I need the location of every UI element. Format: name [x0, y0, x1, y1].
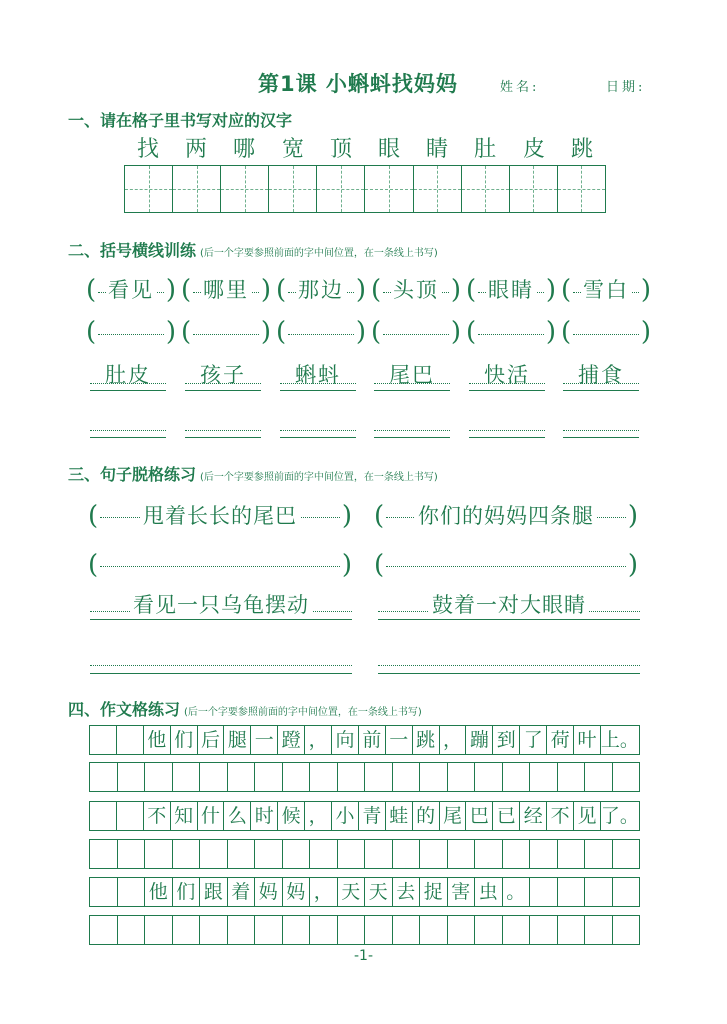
- composition-cell[interactable]: [337, 916, 365, 944]
- line-word: [185, 359, 261, 391]
- paren-sentence: ( 你们的妈妈四条腿 ): [374, 501, 638, 531]
- paren-sentence-text: 你们的妈妈四条腿: [415, 504, 597, 528]
- grid-cell[interactable]: [413, 166, 461, 212]
- composition-cell[interactable]: [199, 916, 227, 944]
- composition-cell[interactable]: ，: [309, 878, 337, 906]
- line-word: [280, 359, 356, 391]
- composition-cell[interactable]: [447, 840, 475, 868]
- model-char: 顶: [329, 137, 352, 162]
- composition-cell[interactable]: [529, 840, 557, 868]
- composition-cell[interactable]: [584, 763, 612, 791]
- composition-cell[interactable]: [337, 763, 365, 791]
- line-blank[interactable]: [469, 406, 545, 438]
- composition-cell[interactable]: [199, 840, 227, 868]
- composition-cell[interactable]: 蹦: [465, 726, 492, 754]
- composition-cell[interactable]: 后: [197, 726, 224, 754]
- grid-cell[interactable]: [509, 166, 557, 212]
- composition-cell[interactable]: [90, 878, 117, 906]
- paren-word: ( 雪白 ): [561, 275, 651, 305]
- composition-cell[interactable]: 上。: [600, 726, 639, 754]
- composition-cell[interactable]: [529, 916, 557, 944]
- composition-cell[interactable]: 着: [227, 878, 255, 906]
- composition-cell[interactable]: 叶: [573, 726, 600, 754]
- composition-cell[interactable]: [117, 916, 145, 944]
- composition-cell[interactable]: ，: [439, 726, 466, 754]
- composition-row[interactable]: [89, 877, 640, 907]
- composition-cell[interactable]: 妈: [282, 878, 310, 906]
- grid-cell[interactable]: [316, 166, 364, 212]
- composition-cell[interactable]: [144, 763, 172, 791]
- composition-cell[interactable]: 的: [412, 802, 439, 830]
- composition-cell[interactable]: 尾: [439, 802, 466, 830]
- composition-cell[interactable]: 青: [358, 802, 385, 830]
- line-sentence-text: 鼓着一对大眼睛: [429, 593, 589, 617]
- line-sentence-text: 看见一只乌龟摆动: [130, 593, 312, 617]
- composition-cell[interactable]: [144, 840, 172, 868]
- composition-cell[interactable]: [309, 916, 337, 944]
- worksheet-header: [0, 68, 727, 100]
- paren-word-text: 看见: [108, 278, 154, 302]
- composition-row[interactable]: [89, 762, 640, 792]
- paren-word: ( 看见 ): [86, 275, 176, 305]
- section3-note: (后一个字要参照前面的字中间位置，在一条线上书写): [200, 472, 438, 483]
- line-blank[interactable]: [90, 406, 166, 438]
- model-char: 眼: [377, 137, 400, 162]
- composition-cell[interactable]: [172, 840, 200, 868]
- composition-cell[interactable]: 了。: [600, 802, 639, 830]
- composition-cell[interactable]: [172, 916, 200, 944]
- composition-cell[interactable]: [90, 802, 116, 830]
- model-char: 哪: [232, 137, 255, 162]
- composition-cell[interactable]: [557, 878, 585, 906]
- composition-cell[interactable]: 小: [331, 802, 358, 830]
- line-sentence: [378, 586, 640, 620]
- name-label: 姓名:: [500, 80, 540, 95]
- composition-cell[interactable]: [90, 726, 116, 754]
- page-number: -1-: [353, 948, 373, 964]
- lesson-title: 第1课 小蝌蚪找妈妈: [258, 72, 458, 96]
- composition-cell[interactable]: 什: [197, 802, 224, 830]
- composition-cell[interactable]: 跳: [412, 726, 439, 754]
- paren-word: ( 那边 ): [276, 275, 366, 305]
- paren-blank[interactable]: ( ): [561, 317, 651, 347]
- line-word: [90, 359, 166, 391]
- composition-cell[interactable]: [584, 840, 612, 868]
- paren-word-text: 眼睛: [488, 278, 534, 302]
- grid-cell[interactable]: [557, 166, 605, 212]
- line-word-text: 蝌蚪: [295, 363, 341, 387]
- model-char: 跳: [570, 137, 593, 162]
- model-char: 皮: [522, 137, 545, 162]
- composition-cell[interactable]: [227, 840, 255, 868]
- line-blank[interactable]: [374, 406, 450, 438]
- composition-cell[interactable]: [612, 763, 640, 791]
- composition-cell[interactable]: [337, 840, 365, 868]
- composition-row[interactable]: [89, 839, 640, 869]
- line-sentence-blank[interactable]: [90, 640, 352, 674]
- paren-sentence-blank[interactable]: ( ): [374, 550, 638, 580]
- composition-cell[interactable]: [144, 916, 172, 944]
- composition-row[interactable]: [89, 915, 640, 945]
- composition-cell[interactable]: [529, 878, 557, 906]
- composition-cell[interactable]: 了: [519, 726, 546, 754]
- paren-sentence-text: 甩着长长的尾巴: [140, 504, 300, 528]
- composition-cell[interactable]: 一: [250, 726, 277, 754]
- composition-cell[interactable]: [612, 840, 640, 868]
- paren-blank[interactable]: ( ): [181, 317, 271, 347]
- line-blank[interactable]: [185, 406, 261, 438]
- line-word-text: 孩子: [200, 363, 246, 387]
- composition-cell[interactable]: 前: [358, 726, 385, 754]
- tian-grid[interactable]: [124, 165, 606, 213]
- composition-cell[interactable]: [584, 916, 612, 944]
- composition-cell[interactable]: 知: [170, 802, 197, 830]
- composition-cell[interactable]: 虫: [474, 878, 502, 906]
- composition-cell[interactable]: [309, 763, 337, 791]
- section4-note: (后一个字要参照前面的字中间位置，在一条线上书写): [184, 707, 422, 718]
- composition-cell[interactable]: [254, 840, 282, 868]
- composition-cell[interactable]: [557, 916, 585, 944]
- line-word-text: 快活: [484, 363, 530, 387]
- composition-row[interactable]: [89, 801, 640, 831]
- composition-cell[interactable]: 妈: [254, 878, 282, 906]
- composition-cell[interactable]: [90, 916, 117, 944]
- model-char: 找: [136, 137, 159, 162]
- paren-sentence: ( 甩着长长的尾巴 ): [88, 501, 352, 531]
- composition-cell[interactable]: 去: [392, 878, 420, 906]
- grid-cell[interactable]: [364, 166, 412, 212]
- composition-cell[interactable]: 见: [573, 802, 600, 830]
- composition-cell[interactable]: [502, 840, 530, 868]
- composition-cell[interactable]: 一: [385, 726, 412, 754]
- composition-cell[interactable]: 腿: [223, 726, 250, 754]
- grid-cell[interactable]: [461, 166, 509, 212]
- section2-title-text: 二、括号横线训练: [68, 241, 197, 260]
- section4-title-text: 四、作文格练习: [68, 700, 181, 719]
- line-word-text: 肚皮: [105, 363, 151, 387]
- composition-cell[interactable]: 巴: [465, 802, 492, 830]
- paren-word-text: 哪里: [203, 278, 249, 302]
- composition-cell[interactable]: [227, 916, 255, 944]
- date-label: 日期:: [606, 80, 646, 95]
- grid-cell[interactable]: [220, 166, 268, 212]
- composition-cell[interactable]: 向: [331, 726, 358, 754]
- composition-cell[interactable]: [502, 916, 530, 944]
- composition-cell[interactable]: 荷: [546, 726, 573, 754]
- composition-cell[interactable]: [502, 763, 530, 791]
- composition-cell[interactable]: [419, 840, 447, 868]
- section2-note: (后一个字要参照前面的字中间位置，在一条线上书写): [200, 248, 438, 259]
- model-char: 宽: [281, 137, 304, 162]
- line-word-text: 捕食: [578, 363, 624, 387]
- composition-cell[interactable]: 经: [519, 802, 546, 830]
- composition-cell[interactable]: 候: [277, 802, 304, 830]
- composition-cell[interactable]: [282, 840, 310, 868]
- composition-cell[interactable]: [557, 840, 585, 868]
- composition-cell[interactable]: [529, 763, 557, 791]
- composition-cell[interactable]: [474, 840, 502, 868]
- grid-cell[interactable]: [125, 166, 172, 212]
- section3-title: [68, 462, 438, 485]
- composition-cell[interactable]: [557, 763, 585, 791]
- paren-sentence-blank[interactable]: ( ): [88, 550, 352, 580]
- model-char: 两: [184, 137, 207, 162]
- composition-cell[interactable]: [254, 763, 282, 791]
- composition-cell[interactable]: [419, 763, 447, 791]
- model-char: 肚: [473, 137, 496, 162]
- composition-cell[interactable]: 不: [143, 802, 170, 830]
- section1-title-text: 一、请在格子里书写对应的汉字: [68, 111, 293, 130]
- composition-cell[interactable]: 到: [492, 726, 519, 754]
- composition-cell[interactable]: [392, 916, 420, 944]
- composition-cell[interactable]: [90, 763, 117, 791]
- composition-cell[interactable]: 么: [223, 802, 250, 830]
- line-blank[interactable]: [280, 406, 356, 438]
- line-word: [374, 359, 450, 391]
- composition-cell[interactable]: 蛙: [385, 802, 412, 830]
- section4-title: [68, 697, 422, 720]
- paren-blank[interactable]: ( ): [466, 317, 556, 347]
- section1-char-row: [124, 132, 606, 162]
- composition-cell[interactable]: 捉: [419, 878, 447, 906]
- paren-blank[interactable]: ( ): [86, 317, 176, 347]
- line-word-text: 尾巴: [389, 363, 435, 387]
- composition-cell[interactable]: [364, 840, 392, 868]
- line-word: [563, 359, 639, 391]
- paren-word-text: 雪白: [583, 278, 629, 302]
- composition-cell[interactable]: [227, 763, 255, 791]
- composition-cell[interactable]: [90, 840, 117, 868]
- paren-blank[interactable]: ( ): [371, 317, 461, 347]
- composition-cell[interactable]: 害: [447, 878, 475, 906]
- composition-cell[interactable]: [117, 878, 145, 906]
- composition-cell[interactable]: [419, 916, 447, 944]
- composition-cell[interactable]: 时: [250, 802, 277, 830]
- composition-cell[interactable]: 蹬: [277, 726, 304, 754]
- composition-cell[interactable]: 他: [143, 726, 170, 754]
- paren-word: ( 头顶 ): [371, 275, 461, 305]
- composition-cell[interactable]: [474, 916, 502, 944]
- paren-word-text: 那边: [298, 278, 344, 302]
- composition-cell[interactable]: [392, 840, 420, 868]
- composition-cell[interactable]: [364, 916, 392, 944]
- composition-cell[interactable]: [117, 763, 145, 791]
- composition-cell[interactable]: [309, 840, 337, 868]
- composition-cell[interactable]: 天: [337, 878, 365, 906]
- composition-cell[interactable]: 不: [546, 802, 573, 830]
- composition-cell[interactable]: [254, 916, 282, 944]
- paren-word: ( 眼睛 ): [466, 275, 556, 305]
- grid-cell[interactable]: [268, 166, 316, 212]
- composition-cell[interactable]: 天: [364, 878, 392, 906]
- composition-cell[interactable]: [282, 763, 310, 791]
- model-char: 睛: [425, 137, 448, 162]
- line-word: [469, 359, 545, 391]
- composition-cell[interactable]: 们: [172, 878, 200, 906]
- composition-cell[interactable]: [474, 763, 502, 791]
- composition-cell[interactable]: [364, 763, 392, 791]
- composition-cell[interactable]: [116, 802, 143, 830]
- composition-cell[interactable]: 们: [170, 726, 197, 754]
- section2-title: [68, 238, 438, 261]
- line-sentence: [90, 586, 352, 620]
- composition-cell[interactable]: [199, 763, 227, 791]
- composition-row[interactable]: [89, 725, 640, 755]
- grid-cell[interactable]: [172, 166, 220, 212]
- composition-cell[interactable]: ，: [304, 726, 331, 754]
- composition-cell[interactable]: [116, 726, 143, 754]
- composition-cell[interactable]: ，: [304, 802, 331, 830]
- composition-cell[interactable]: [117, 840, 145, 868]
- composition-cell[interactable]: [612, 916, 640, 944]
- paren-blank[interactable]: ( ): [276, 317, 366, 347]
- composition-cell[interactable]: [172, 763, 200, 791]
- composition-cell[interactable]: [392, 763, 420, 791]
- composition-cell[interactable]: [584, 878, 612, 906]
- composition-cell[interactable]: [447, 763, 475, 791]
- line-blank[interactable]: [563, 406, 639, 438]
- composition-cell[interactable]: 已: [492, 802, 519, 830]
- line-sentence-blank[interactable]: [378, 640, 640, 674]
- composition-cell[interactable]: 跟: [199, 878, 227, 906]
- composition-cell[interactable]: [282, 916, 310, 944]
- composition-cell[interactable]: [447, 916, 475, 944]
- paren-word-text: 头顶: [393, 278, 439, 302]
- section3-title-text: 三、句子脱格练习: [68, 465, 197, 484]
- composition-cell[interactable]: [612, 878, 640, 906]
- paren-word: ( 哪里 ): [181, 275, 271, 305]
- composition-cell[interactable]: 。: [502, 878, 530, 906]
- section1-title: [68, 108, 292, 131]
- composition-cell[interactable]: 他: [144, 878, 172, 906]
